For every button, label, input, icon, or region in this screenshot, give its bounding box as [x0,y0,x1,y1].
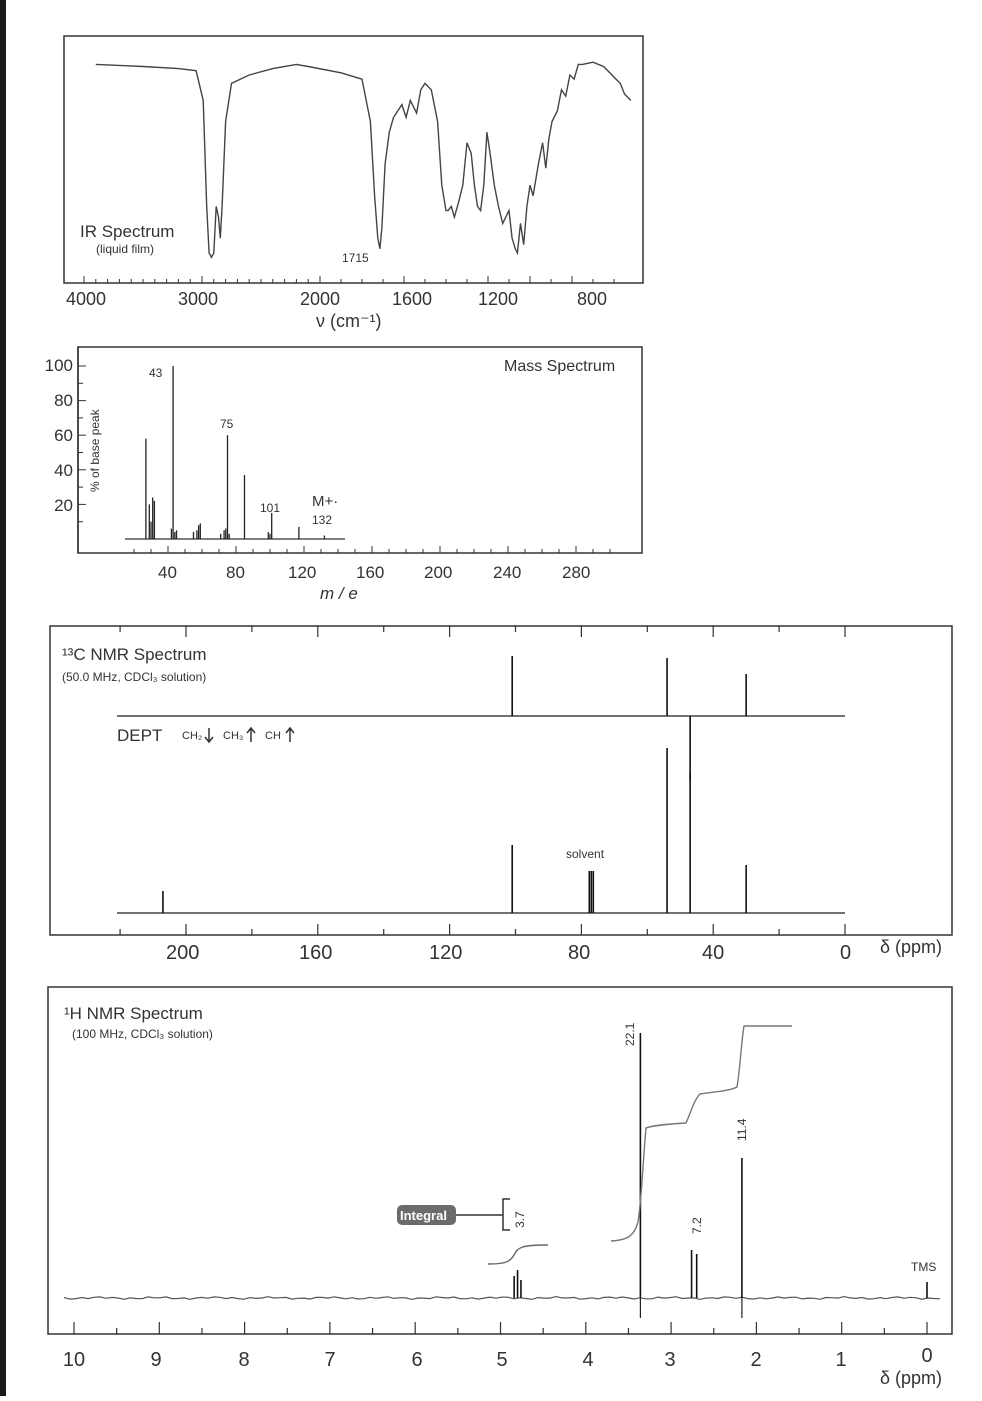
c13-tick-label: 80 [568,942,591,964]
ms-x-tick-label: 280 [562,563,591,582]
c13-tick-label: 0 [840,942,852,964]
c13-subtitle: (50.0 MHz, CDCl₃ solution) [62,670,207,684]
h1-tick-label: 7 [324,1349,336,1371]
h1-panel [48,987,952,1388]
integral-curve-main [611,1026,792,1241]
ir-tick-label: 4000 [66,289,107,309]
c13-axis-ticks [120,626,845,935]
c13-title: ¹³C NMR Spectrum [62,645,207,664]
ir-axis-ticks [84,276,614,283]
ms-peak-labels [149,366,280,515]
ir-tick-label: 800 [577,289,608,309]
h1-tick-label: 3 [664,1349,676,1371]
integral-bracket [503,1199,510,1230]
ir-x-axis-label: ν (cm⁻¹) [316,311,382,331]
dept-legend-ch: CH [265,730,281,742]
ir-tick-labels [66,289,607,309]
ms-peak-label-101: 101 [260,501,281,515]
ms-panel [45,347,642,603]
solvent-peak [589,871,593,913]
ms-x-tick-label: 40 [158,563,177,582]
h1-title: ¹H NMR Spectrum [64,1004,203,1023]
c13-tick-label: 200 [166,942,200,964]
ms-y-ticks [78,366,86,522]
ms-x-tick-label: 200 [424,563,453,582]
arrow-down-icon [205,728,213,742]
ms-x-tick-labels [158,563,590,582]
ms-y-tick-label: 40 [54,461,73,480]
h1-integral-labels [513,1022,749,1234]
dept-peaks [512,656,746,780]
arrow-up-icon [286,728,294,742]
ms-y-axis-label: % of base peak [88,409,102,492]
integral-tag-label: Integral [400,1208,447,1223]
h1-axis-ticks [74,1322,927,1334]
ms-y-tick-labels [45,356,73,515]
ms-x-tick-label: 80 [226,563,245,582]
h1-tick-label: 6 [411,1349,423,1371]
h1-tick-label: 0 [921,1345,933,1367]
h1-tick-label: 10 [62,1349,86,1371]
h1-tick-label: 9 [150,1349,162,1371]
h1-x-axis-label: δ (ppm) [880,1368,943,1388]
dept-label: DEPT [117,726,163,745]
h1-tick-label: 4 [582,1349,594,1371]
h1-tick-label: 2 [750,1349,762,1371]
tms-label: TMS [911,1260,937,1274]
c13-tick-label: 160 [299,942,333,964]
ir-tick-label: 3000 [178,289,219,309]
h1-subtitle: (100 MHz, CDCl₃ solution) [72,1027,213,1041]
ms-peaks [146,366,325,539]
dept-legend-ch2: CH₂ [182,730,203,742]
ms-y-tick-label: 80 [54,391,73,410]
ms-y-tick-label: 20 [54,496,73,515]
integral-label-3-7: 3.7 [513,1211,527,1228]
integral-callout [397,1199,510,1230]
ir-spectrum-line [96,62,631,257]
ms-y-tick-label: 100 [44,356,73,375]
dept-legend-ch3: CH₃ [223,730,244,742]
ms-x-axis-label: m / e [320,584,358,603]
c13-tick-labels [166,942,851,964]
c13-panel [50,626,952,964]
integral-label-11-4: 11.4 [735,1118,749,1141]
ms-peak-label-75: 75 [220,417,234,431]
integral-curve-3-7 [488,1245,548,1264]
h1-baseline [64,1297,940,1300]
ms-x-tick-label: 120 [288,563,317,582]
ir-tick-label: 2000 [300,289,341,309]
c13-tick-label: 120 [429,942,463,964]
ir-tick-label: 1200 [478,289,519,309]
arrow-up-icon [247,728,255,742]
dept-legend [182,728,294,742]
ms-x-tick-label: 240 [493,563,522,582]
integral-label-22-1: 22.1 [623,1022,637,1046]
ms-x-tick-label: 160 [356,563,385,582]
ms-title: Mass Spectrum [504,358,616,375]
c13-tick-label: 40 [702,942,725,964]
h1-tick-labels [63,1345,933,1371]
h1-tick-label: 1 [835,1349,847,1371]
ms-y-tick-label: 60 [54,426,73,445]
ms-frame [78,347,642,553]
h1-tick-label: 8 [238,1349,250,1371]
c13-x-axis-label: δ (ppm) [880,937,943,957]
ms-peak-label-43: 43 [149,366,163,380]
ir-annotation-1715: 1715 [342,251,369,265]
h1-tick-label: 5 [496,1349,508,1371]
ms-molecular-ion-label: M+· [312,493,339,510]
ir-subtitle: (liquid film) [96,242,155,256]
ir-tick-label: 1600 [392,289,433,309]
h1-peaks [514,1033,927,1318]
c13-peaks [163,748,746,913]
integral-label-7-2: 7.2 [690,1217,704,1234]
ms-molecular-ion-mz: 132 [312,513,333,527]
ir-panel [64,36,643,331]
ms-x-ticks [134,546,610,553]
solvent-label: solvent [566,847,605,861]
ir-title: IR Spectrum [80,222,175,241]
left-border [0,0,6,1396]
